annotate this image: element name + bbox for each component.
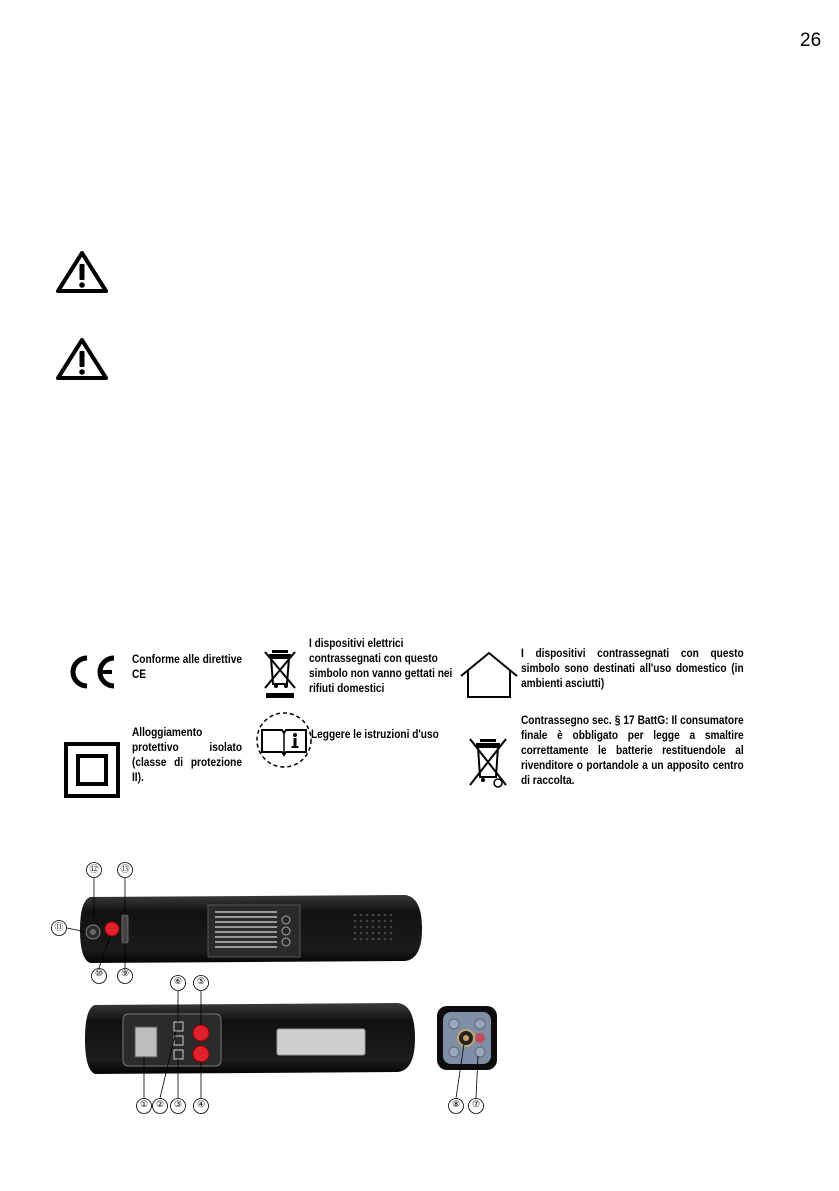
- callout-2: ②: [155, 1099, 165, 1109]
- callout-6: ⑥: [173, 976, 183, 986]
- callout-13: ⑬: [120, 864, 130, 874]
- callout-8: ⑧: [451, 1099, 461, 1109]
- callout-11: ⑪: [54, 922, 64, 932]
- callout-4: ④: [196, 1099, 206, 1109]
- callout-12: ⑫: [89, 864, 99, 874]
- callout-7: ⑦: [471, 1099, 481, 1109]
- crossed-bin-icon: [262, 644, 298, 700]
- callout-9: ⑨: [120, 968, 130, 978]
- symbol-text-weee: I dispositivi elettrici contrassegnati con questo simbolo non vanno gettati nei rifiuti domestici: [309, 638, 453, 695]
- front-red-button-upper: [193, 1025, 209, 1041]
- warning-triangle-icon: [55, 250, 109, 294]
- manual-book-icon: [254, 710, 314, 770]
- symbol-text-class2: Alloggiamento protettivo isolato (classe di protezione II).: [132, 727, 242, 784]
- symbol-text-manual: Leggere le istruzioni d'uso: [311, 729, 439, 741]
- front-red-button-lower: [193, 1046, 209, 1062]
- callout-3: ③: [173, 1099, 183, 1109]
- symbol-text-ce: Conforme alle direttive CE: [132, 654, 242, 681]
- device-front-view: [80, 972, 430, 1120]
- page-number: 26: [800, 30, 822, 51]
- symbol-text-house: I dispositivi contrassegnati con questo simbolo sono destinati all'uso domestico (in ambienti asciutti): [521, 648, 744, 690]
- device-top-view: [50, 855, 435, 990]
- callout-10: ⑩: [94, 968, 104, 978]
- double-square-icon: [64, 742, 120, 798]
- callout-1: ①: [139, 1099, 149, 1109]
- top-red-button: [105, 922, 119, 936]
- symbol-text-battery: Contrassegno sec. § 17 BattG: Il consumatore finale è obbligato per legge a smaltire correttamente le batterie restituendole al rivenditore o portandole a un apposito centro di raccolta.: [521, 715, 744, 787]
- warning-triangle-icon: [55, 337, 109, 381]
- device-end-view: [432, 1000, 502, 1120]
- battery-bin-icon: [466, 733, 510, 793]
- callout-5: ⑤: [196, 976, 206, 986]
- ce-mark-icon: [62, 652, 122, 692]
- house-icon: [458, 650, 520, 700]
